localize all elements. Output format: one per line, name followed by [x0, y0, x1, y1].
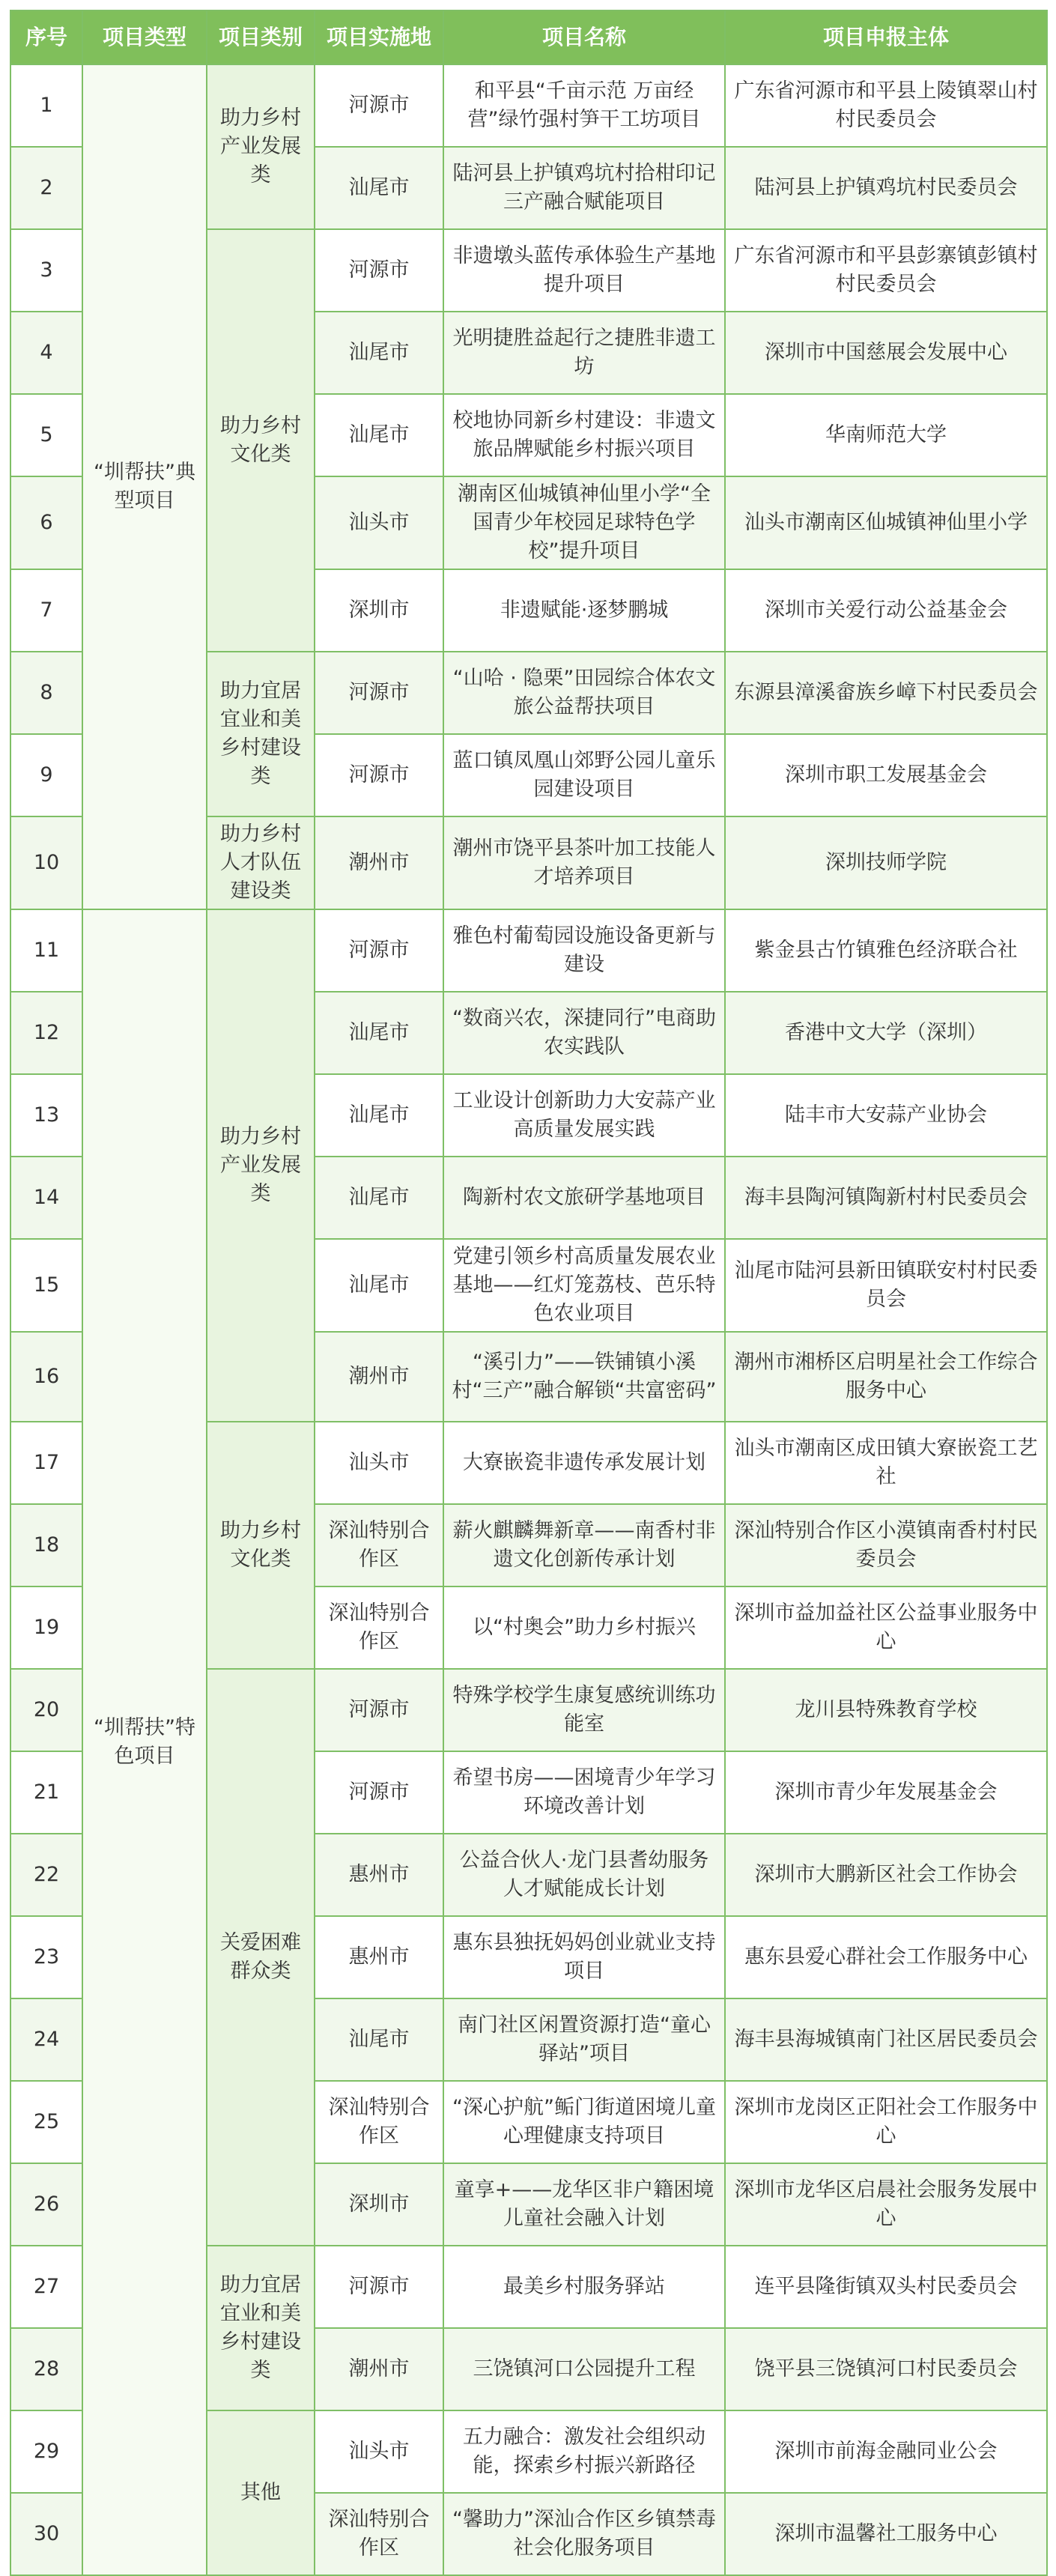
cell-place: 深汕特别合作区: [315, 1504, 443, 1586]
cell-seq: 19: [10, 1586, 82, 1669]
cell-applicant: 龙川县特殊教育学校: [725, 1669, 1047, 1751]
cell-applicant: 深圳市龙华区启晨社会服务发展中心: [725, 2163, 1047, 2246]
cell-place: 汕尾市: [315, 312, 443, 394]
cell-applicant: 广东省河源市和平县彭寨镇彭镇村村民委员会: [725, 229, 1047, 312]
cell-project-name: 希望书房——困境青少年学习环境改善计划: [443, 1751, 725, 1834]
cell-applicant: 深圳市关爱行动公益基金会: [725, 569, 1047, 652]
cell-applicant: 海丰县陶河镇陶新村村民委员会: [725, 1157, 1047, 1239]
cell-place: 深圳市: [315, 2163, 443, 2246]
cell-project-name: 非遗墩头蓝传承体验生产基地提升项目: [443, 229, 725, 312]
cell-applicant: 陆丰市大安蒜产业协会: [725, 1074, 1047, 1157]
cell-place: 河源市: [315, 1751, 443, 1834]
cell-applicant: 陆河县上护镇鸡坑村民委员会: [725, 147, 1047, 229]
header-name: 项目名称: [443, 10, 725, 64]
cell-seq: 20: [10, 1669, 82, 1751]
cell-project-name: 五力融合：激发社会组织动能，探索乡村振兴新路径: [443, 2410, 725, 2493]
cell-place: 河源市: [315, 64, 443, 147]
cell-applicant: 惠东县爱心群社会工作服务中心: [725, 1916, 1047, 1998]
cell-category: 关爱困难群众类: [207, 1669, 315, 2246]
cell-seq: 2: [10, 147, 82, 229]
cell-seq: 27: [10, 2246, 82, 2328]
cell-seq: 9: [10, 734, 82, 816]
cell-category: 助力宜居宜业和美乡村建设类: [207, 2246, 315, 2410]
cell-applicant: 东源县漳溪畲族乡嶂下村民委员会: [725, 652, 1047, 734]
cell-project-name: 潮南区仙城镇神仙里小学“全国青少年校园足球特色学校”提升项目: [443, 476, 725, 569]
cell-applicant: 饶平县三饶镇河口村民委员会: [725, 2328, 1047, 2410]
cell-place: 汕头市: [315, 2410, 443, 2493]
cell-seq: 28: [10, 2328, 82, 2410]
cell-project-name: 蓝口镇凤凰山郊野公园儿童乐园建设项目: [443, 734, 725, 816]
cell-place: 潮州市: [315, 2328, 443, 2410]
cell-seq: 17: [10, 1422, 82, 1504]
cell-seq: 30: [10, 2493, 82, 2575]
cell-project-name: 非遗赋能·逐梦鹏城: [443, 569, 725, 652]
cell-project-name: 最美乡村服务驿站: [443, 2246, 725, 2328]
cell-place: 河源市: [315, 909, 443, 992]
cell-applicant: 汕尾市陆河县新田镇联安村村民委员会: [725, 1239, 1047, 1332]
cell-applicant: 深圳市温馨社工服务中心: [725, 2493, 1047, 2575]
cell-applicant: 深圳市龙岗区正阳社会工作服务中心: [725, 2081, 1047, 2163]
cell-applicant: 连平县隆街镇双头村民委员会: [725, 2246, 1047, 2328]
cell-place: 汕尾市: [315, 394, 443, 476]
cell-applicant: 深圳市前海金融同业公会: [725, 2410, 1047, 2493]
cell-project-name: “山哈 · 隐栗”田园综合体农文旅公益帮扶项目: [443, 652, 725, 734]
cell-project-name: 大寮嵌瓷非遗传承发展计划: [443, 1422, 725, 1504]
cell-seq: 15: [10, 1239, 82, 1332]
cell-project-name: 薪火麒麟舞新章——南香村非遗文化创新传承计划: [443, 1504, 725, 1586]
cell-applicant: 深圳市职工发展基金会: [725, 734, 1047, 816]
cell-type: “圳帮扶”典型项目: [82, 64, 207, 909]
cell-applicant: 深汕特别合作区小漠镇南香村村民委员会: [725, 1504, 1047, 1586]
cell-seq: 5: [10, 394, 82, 476]
cell-place: 河源市: [315, 2246, 443, 2328]
cell-project-name: “馨助力”深汕合作区乡镇禁毒社会化服务项目: [443, 2493, 725, 2575]
cell-category: 助力宜居宜业和美乡村建设类: [207, 652, 315, 816]
cell-category: 助力乡村人才队伍建设类: [207, 816, 315, 909]
cell-place: 潮州市: [315, 1332, 443, 1422]
cell-place: 汕尾市: [315, 147, 443, 229]
cell-project-name: 南门社区闲置资源打造“童心驿站”项目: [443, 1998, 725, 2081]
cell-project-name: 童享+——龙华区非户籍困境儿童社会融入计划: [443, 2163, 725, 2246]
cell-seq: 18: [10, 1504, 82, 1586]
cell-seq: 21: [10, 1751, 82, 1834]
cell-category: 助力乡村产业发展类: [207, 64, 315, 229]
cell-seq: 14: [10, 1157, 82, 1239]
cell-seq: 24: [10, 1998, 82, 2081]
cell-place: 汕尾市: [315, 1157, 443, 1239]
cell-seq: 8: [10, 652, 82, 734]
project-table-container: [10, 10, 1046, 2576]
cell-place: 潮州市: [315, 816, 443, 909]
cell-seq: 12: [10, 992, 82, 1074]
cell-place: 汕尾市: [315, 1074, 443, 1157]
cell-place: 汕尾市: [315, 992, 443, 1074]
header-place: 项目实施地: [315, 10, 443, 64]
cell-applicant: 华南师范大学: [725, 394, 1047, 476]
cell-applicant: 香港中文大学（深圳）: [725, 992, 1047, 1074]
cell-category: 助力乡村产业发展类: [207, 909, 315, 1422]
header-category: 项目类别: [207, 10, 315, 64]
cell-seq: 29: [10, 2410, 82, 2493]
cell-place: 汕头市: [315, 476, 443, 569]
cell-project-name: 三饶镇河口公园提升工程: [443, 2328, 725, 2410]
cell-category: 助力乡村文化类: [207, 229, 315, 652]
cell-seq: 16: [10, 1332, 82, 1422]
cell-place: 河源市: [315, 652, 443, 734]
table-header-row: [10, 10, 1047, 64]
cell-project-name: 工业设计创新助力大安蒜产业高质量发展实践: [443, 1074, 725, 1157]
cell-applicant: 汕头市潮南区仙城镇神仙里小学: [725, 476, 1047, 569]
cell-category: 助力乡村文化类: [207, 1422, 315, 1669]
cell-applicant: 深圳技师学院: [725, 816, 1047, 909]
cell-applicant: 深圳市大鹏新区社会工作协会: [725, 1834, 1047, 1916]
cell-applicant: 深圳市益加益社区公益事业服务中心: [725, 1586, 1047, 1669]
cell-project-name: 惠东县独抚妈妈创业就业支持项目: [443, 1916, 725, 1998]
cell-seq: 22: [10, 1834, 82, 1916]
cell-applicant: 汕头市潮南区成田镇大寮嵌瓷工艺社: [725, 1422, 1047, 1504]
cell-seq: 1: [10, 64, 82, 147]
cell-project-name: 陶新村农文旅研学基地项目: [443, 1157, 725, 1239]
cell-project-name: 潮州市饶平县茶叶加工技能人才培养项目: [443, 816, 725, 909]
cell-place: 河源市: [315, 229, 443, 312]
cell-seq: 7: [10, 569, 82, 652]
cell-project-name: 光明捷胜益起行之捷胜非遗工坊: [443, 312, 725, 394]
cell-applicant: 海丰县海城镇南门社区居民委员会: [725, 1998, 1047, 2081]
cell-project-name: “溪引力”——铁铺镇小溪村“三产”融合解锁“共富密码”: [443, 1332, 725, 1422]
cell-project-name: 和平县“千亩示范 万亩经营”绿竹强村笋干工坊项目: [443, 64, 725, 147]
cell-seq: 10: [10, 816, 82, 909]
project-table: [10, 10, 1048, 2576]
table-row: [10, 64, 1047, 147]
cell-seq: 3: [10, 229, 82, 312]
cell-project-name: 公益合伙人·龙门县耆幼服务人才赋能成长计划: [443, 1834, 725, 1916]
cell-seq: 13: [10, 1074, 82, 1157]
cell-type: “圳帮扶”特色项目: [82, 909, 207, 2575]
cell-project-name: 校地协同新乡村建设：非遗文旅品牌赋能乡村振兴项目: [443, 394, 725, 476]
cell-seq: 23: [10, 1916, 82, 1998]
cell-seq: 25: [10, 2081, 82, 2163]
cell-place: 河源市: [315, 734, 443, 816]
cell-project-name: 党建引领乡村高质量发展农业基地——红灯笼荔枝、芭乐特色农业项目: [443, 1239, 725, 1332]
header-seq: 序号: [10, 10, 82, 64]
cell-place: 深汕特别合作区: [315, 2081, 443, 2163]
cell-place: 汕尾市: [315, 1998, 443, 2081]
cell-project-name: 以“村奥会”助力乡村振兴: [443, 1586, 725, 1669]
table-row: [10, 909, 1047, 992]
cell-project-name: “数商兴农，深捷同行”电商助农实践队: [443, 992, 725, 1074]
cell-place: 河源市: [315, 1669, 443, 1751]
cell-seq: 6: [10, 476, 82, 569]
cell-seq: 4: [10, 312, 82, 394]
cell-applicant: 潮州市湘桥区启明星社会工作综合服务中心: [725, 1332, 1047, 1422]
cell-place: 汕头市: [315, 1422, 443, 1504]
cell-place: 深圳市: [315, 569, 443, 652]
cell-seq: 26: [10, 2163, 82, 2246]
cell-applicant: 广东省河源市和平县上陵镇翠山村村民委员会: [725, 64, 1047, 147]
cell-project-name: 特殊学校学生康复感统训练功能室: [443, 1669, 725, 1751]
header-type: 项目类型: [82, 10, 207, 64]
cell-place: 惠州市: [315, 1916, 443, 1998]
cell-project-name: “深心护航”鲘门街道困境儿童心理健康支持项目: [443, 2081, 725, 2163]
cell-category: 其他: [207, 2410, 315, 2575]
cell-place: 汕尾市: [315, 1239, 443, 1332]
cell-project-name: 陆河县上护镇鸡坑村拾柑印记三产融合赋能项目: [443, 147, 725, 229]
header-applicant: 项目申报主体: [725, 10, 1047, 64]
cell-applicant: 紫金县古竹镇雅色经济联合社: [725, 909, 1047, 992]
cell-place: 深汕特别合作区: [315, 2493, 443, 2575]
cell-applicant: 深圳市中国慈展会发展中心: [725, 312, 1047, 394]
cell-project-name: 雅色村葡萄园设施设备更新与建设: [443, 909, 725, 992]
cell-applicant: 深圳市青少年发展基金会: [725, 1751, 1047, 1834]
cell-seq: 11: [10, 909, 82, 992]
cell-place: 深汕特别合作区: [315, 1586, 443, 1669]
cell-place: 惠州市: [315, 1834, 443, 1916]
